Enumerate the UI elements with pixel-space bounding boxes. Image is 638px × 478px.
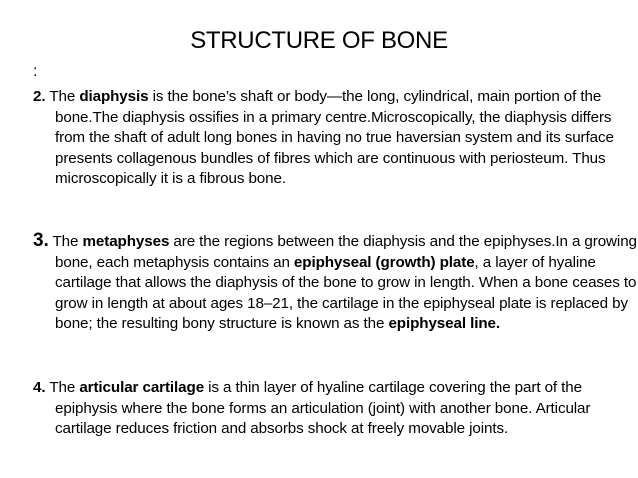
term-metaphyses: metaphyses: [82, 233, 170, 250]
segment-text: is a thin layer of hyaline cartilage covering the part of the epiphysis where the bone forms an articulation (joint) with another bone. Articular cartilage reduces friction and absorbs shock at freely movable joints.: [55, 379, 591, 438]
paragraph-diaphysis: [33, 87, 638, 190]
item-number: 4.: [33, 379, 46, 396]
slide-title: STRUCTURE OF BONE: [190, 27, 448, 54]
segment-text: , a layer of hyaline cartilage that allows the diaphysis of the bone to grow in length. When a bone ceases to grow in length at about ages 18–21, the cartilage in the epiphyseal plate is replaced by bone; the resulting bony structure is known as the: [55, 253, 637, 333]
paragraph-articular-cartilage: [33, 378, 638, 440]
item-number: 3.: [33, 230, 49, 251]
item-number: 2.: [33, 88, 46, 105]
segment-text: is the bone’s shaft or body—the long, cylindrical, main portion of the bone.The diaphysis ossifies in a primary centre.Microscopically, the diaphysis differs from the shaft of adult long bones in having no true haversian system and its surface presents collagenous bundles of fibres which are continuous with periosteum. Thus microscopically it is a fibrous bone.: [55, 88, 614, 188]
term-epiphyseal-plate: epiphyseal (growth) plate: [293, 253, 475, 271]
paragraph-metaphyses: [33, 231, 638, 335]
segment-text: The: [45, 379, 80, 396]
segment-text: The: [45, 88, 80, 105]
segment-text: The: [48, 233, 83, 250]
term-epiphyseal-line: epiphyseal line.: [388, 315, 500, 333]
segment-text: are the regions between the diaphysis and the epiphyses.In a growing bone, each metaphysis contains an: [55, 233, 637, 271]
term-articular-cartilage: articular cartilage: [79, 379, 205, 396]
colon-marker: :: [33, 63, 38, 80]
term-diaphysis: diaphysis: [79, 88, 149, 105]
